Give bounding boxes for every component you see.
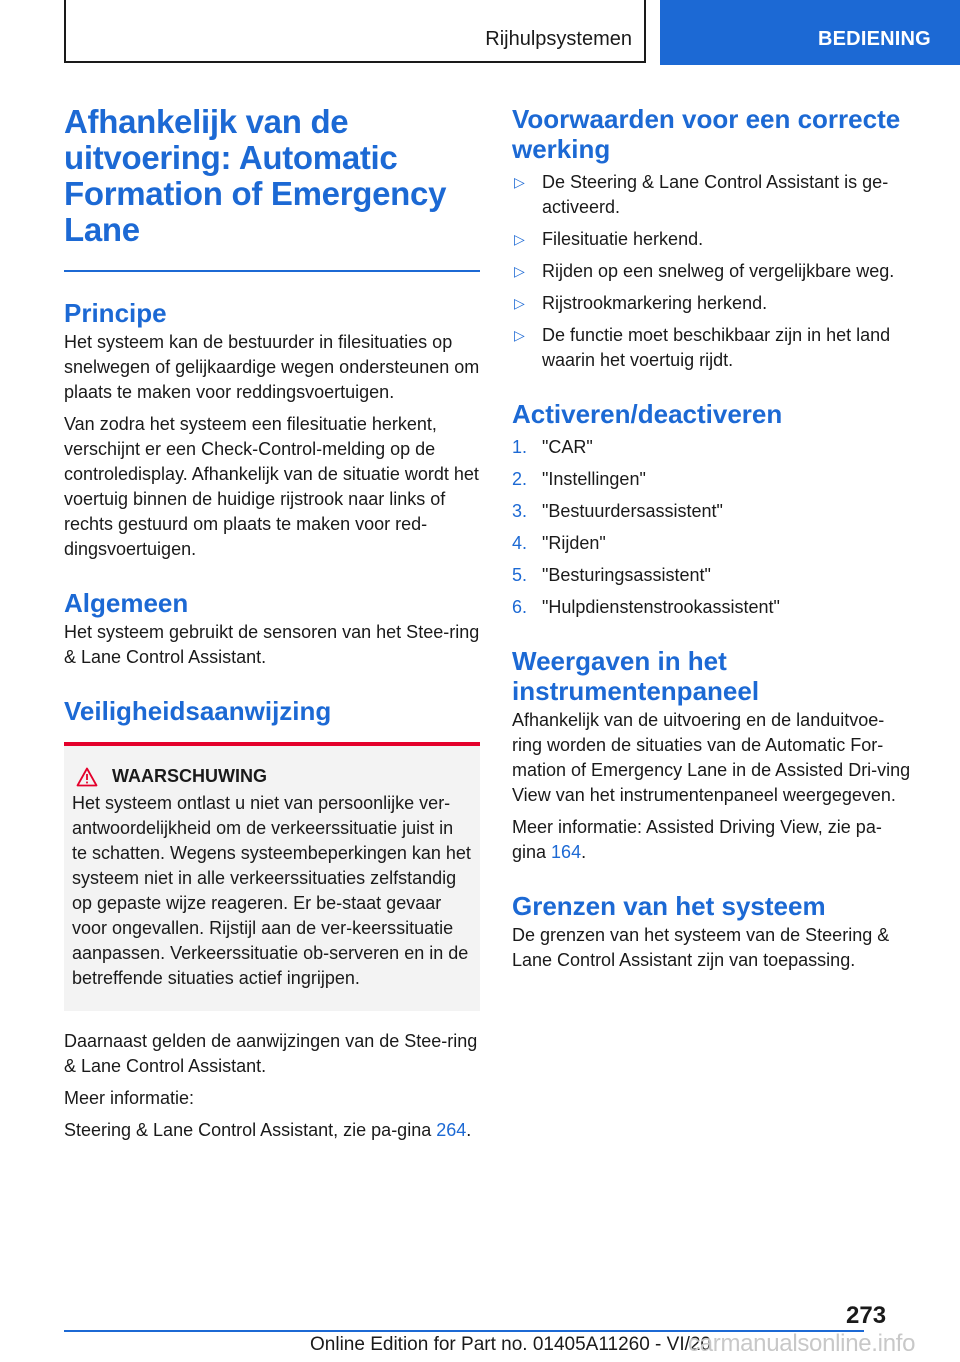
step-item	[512, 563, 912, 588]
heading-activeren: Activeren/deactiveren	[512, 399, 783, 429]
reference-end: .	[581, 842, 587, 862]
heading-grenzen: Grenzen van het systeem	[512, 891, 826, 921]
veiligheid-reference	[64, 1118, 480, 1143]
step-item	[512, 531, 912, 556]
page-link-264[interactable]: 264	[436, 1120, 467, 1140]
veiligheid-more-info: Meer informatie:	[64, 1088, 195, 1108]
header-section-box	[64, 0, 646, 63]
condition-item	[512, 259, 912, 284]
warning-box	[64, 742, 480, 1011]
triangle-bullet-icon: ▷	[514, 231, 525, 247]
grenzen-paragraph: De grenzen van het systeem van de Steering & Lane Control Assistant zijn van toepassing.	[512, 925, 890, 970]
header-section-title: Rijhulpsystemen	[485, 28, 632, 50]
triangle-bullet-icon: ▷	[514, 174, 525, 190]
warning-triangle-icon	[76, 767, 98, 787]
principe-paragraph-2: Van zodra het systeem een filesituatie herkent, verschijnt er een Check-Control-melding op de controledisplay. Afhankelijk van de situatie wordt het voertuig binnen de huidige rijstrook naar links of rechts gestuurd om plaats te maken voor red-dingsvoertuigen.	[64, 414, 479, 559]
watermark: carmanualsonline.info	[688, 1330, 916, 1357]
section-title: Afhankelijk van de uitvoering: Automatic Formation of Emergency Lane	[64, 103, 447, 248]
algemeen-paragraph: Het systeem gebruikt de sensoren van het Stee-ring & Lane Control Assistant.	[64, 622, 480, 667]
heading-principe: Principe	[64, 298, 167, 328]
step-text: "Hulpdienstenstrookassistent"	[542, 597, 780, 617]
footer-edition: Online Edition for Part no. 01405A11260 - VI/20	[310, 1334, 712, 1355]
warning-header	[72, 766, 472, 787]
page-number: 273	[846, 1302, 887, 1329]
left-column	[64, 100, 480, 1150]
condition-item	[512, 291, 912, 316]
condition-item	[512, 323, 912, 373]
condition-text: Rijden op een snelweg of vergelijkbare weg.	[542, 261, 895, 281]
step-number: 2.	[512, 469, 528, 489]
step-item	[512, 595, 912, 620]
condition-text: Filesituatie herkend.	[542, 229, 704, 249]
reference-end: .	[466, 1120, 472, 1140]
condition-text: De Steering & Lane Control Assistant is ge-activeerd.	[542, 172, 889, 217]
condition-text: Rijstrookmarkering herkend.	[542, 293, 768, 313]
triangle-bullet-icon: ▷	[514, 295, 525, 311]
triangle-bullet-icon: ▷	[514, 263, 525, 279]
step-number: 1.	[512, 437, 528, 457]
step-text: "CAR"	[542, 437, 593, 457]
page-link-164[interactable]: 164	[551, 842, 582, 862]
warning-text: Het systeem ontlast u niet van persoonlijke ver-antwoordelijkheid om de verkeerssituatie juist in te schatten. Wegens systeembeperkingen kan het systeem niet in alle verkeerssituaties zelfstandig op gepaste wijze reageren. Er be-staat gevaar voor ongevallen. Rijstijl aan de ver-keerssituatie aanpassen. Verkeerssituatie ob-serveren en in de betreffende situaties actief ingrijpen.	[72, 793, 471, 988]
right-column	[512, 100, 912, 980]
step-number: 6.	[512, 597, 528, 617]
condition-item	[512, 227, 912, 252]
step-number: 3.	[512, 501, 528, 521]
step-text: "Besturingsassistent"	[542, 565, 711, 585]
step-item	[512, 467, 912, 492]
heading-algemeen: Algemeen	[64, 588, 189, 618]
step-item	[512, 499, 912, 524]
condition-item	[512, 170, 912, 220]
header-chapter-tab	[660, 0, 960, 65]
steps-list	[512, 435, 912, 620]
heading-voorwaarden: Voorwaarden voor een correcte werking	[512, 104, 901, 164]
step-text: "Bestuurdersassistent"	[542, 501, 723, 521]
step-number: 5.	[512, 565, 528, 585]
principe-paragraph-1: Het systeem kan de bestuurder in filesituaties op snelwegen of gelijkaardige wegen ondersteunen om plaats te maken voor reddingsvoertuigen.	[64, 332, 480, 402]
header-chapter-label: BEDIENING	[818, 28, 931, 50]
conditions-list	[512, 170, 912, 373]
reference-text: Meer informatie: Assisted Driving View, zie pa-gina	[512, 817, 882, 862]
step-text: "Rijden"	[542, 533, 606, 553]
weergaven-paragraph: Afhankelijk van de uitvoering en de landuitvoe-ring worden de situaties van de Automatic For-mation of Emergency Lane in de Assisted Dri-ving View van het instrumentenpaneel weergegeven.	[512, 710, 911, 805]
heading-veiligheid: Veiligheidsaanwijzing	[64, 696, 332, 726]
veiligheid-after: Daarnaast gelden de aanwijzingen van de Stee-ring & Lane Control Assistant.	[64, 1031, 478, 1076]
step-item	[512, 435, 912, 460]
reference-text: Steering & Lane Control Assistant, zie pa-gina	[64, 1120, 437, 1140]
triangle-bullet-icon: ▷	[514, 327, 525, 343]
heading-weergaven: Weergaven in het instrumentenpaneel	[512, 646, 760, 706]
weergaven-reference	[512, 815, 912, 865]
warning-title: WAARSCHUWING	[112, 766, 267, 786]
step-text: "Instellingen"	[542, 469, 646, 489]
title-divider	[64, 270, 480, 272]
condition-text: De functie moet beschikbaar zijn in het land waarin het voertuig rijdt.	[542, 325, 891, 370]
step-number: 4.	[512, 533, 528, 553]
